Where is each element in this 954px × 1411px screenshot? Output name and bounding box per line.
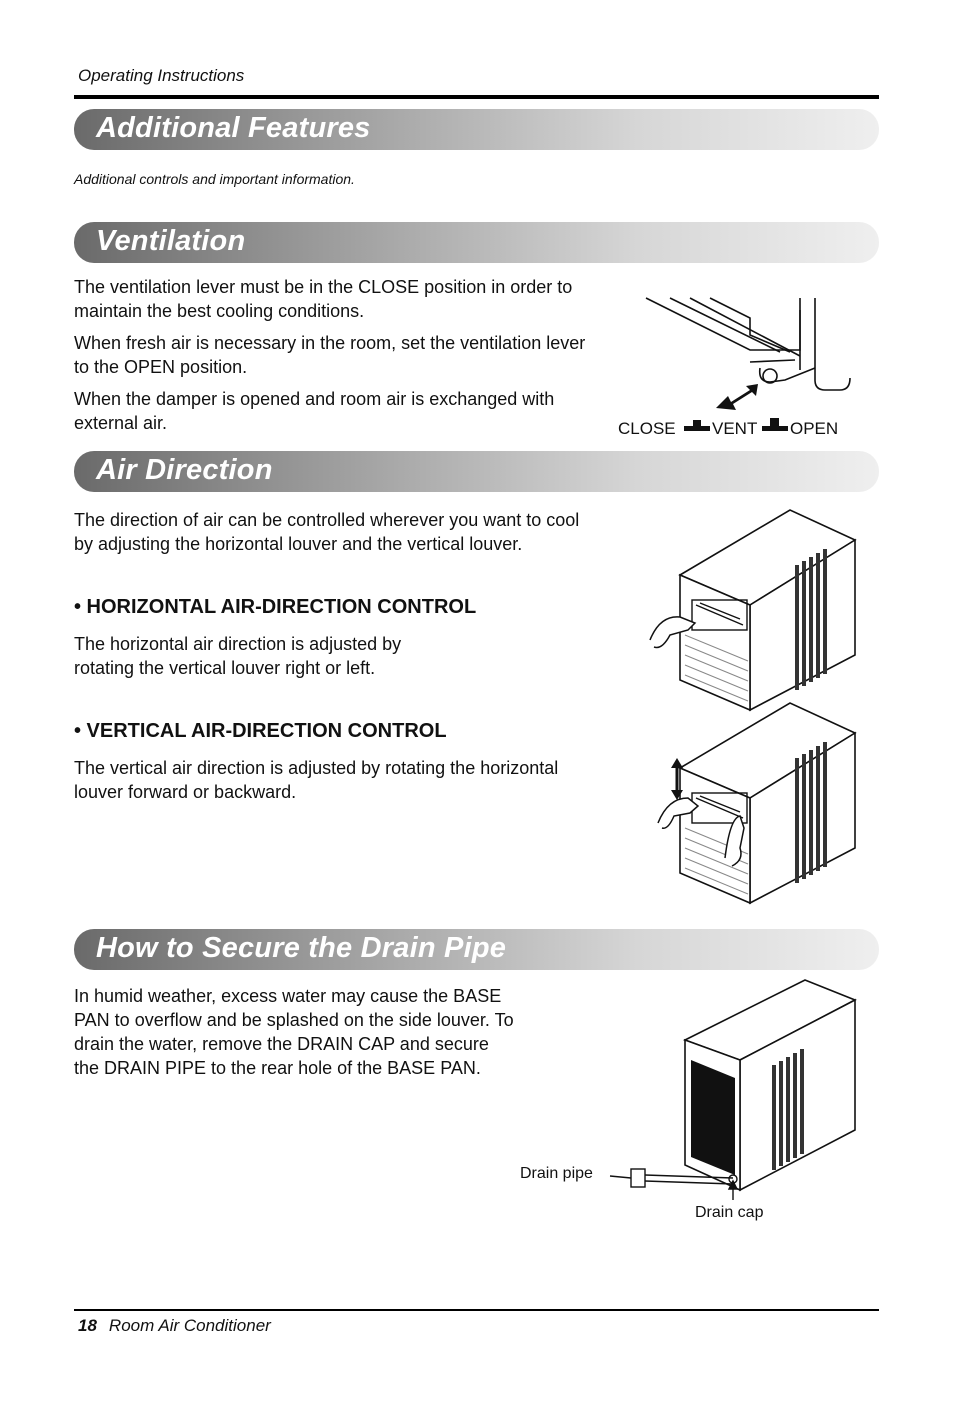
lever-close-icon: [684, 420, 710, 431]
vertical-control-heading: • VERTICAL AIR-DIRECTION CONTROL: [74, 720, 447, 742]
drain-title: How to Secure the Drain Pipe: [96, 932, 507, 964]
vertical-control-text: The vertical air direction is adjusted by rotating the horizontal louver forward or backward.: [74, 758, 559, 802]
page-title: Additional Features: [96, 112, 371, 144]
drain-cap-label: Drain cap: [695, 1204, 764, 1221]
drain-banner: [74, 929, 879, 970]
drain-text: In humid weather, excess water may cause the BASE PAN to overflow and be splashed on the side louver. To drain the water, remove the DRAIN CAP and secure the DRAIN PIPE to the rear hole of the BASE PAN.: [74, 986, 514, 1078]
air-direction-title: Air Direction: [96, 454, 273, 486]
vertical-control-figure: [640, 698, 865, 908]
lever-open-label: OPEN: [790, 419, 839, 438]
drain-pipe-label: Drain pipe: [520, 1165, 593, 1182]
footer-title: Room Air Conditioner: [108, 1316, 271, 1335]
lever-open-icon: [762, 418, 788, 431]
ventilation-paragraph: When the damper is opened and room air is exchanged with external air.: [74, 389, 555, 433]
page-subtitle: Additional controls and important information.: [74, 171, 355, 187]
header-rule: [74, 95, 879, 99]
horizontal-control-heading: • HORIZONTAL AIR-DIRECTION CONTROL: [74, 596, 477, 618]
ventilation-title: Ventilation: [96, 225, 246, 257]
footer: [78, 1316, 271, 1336]
air-direction-banner: [74, 451, 879, 492]
horizontal-control-figure: [640, 505, 865, 715]
drain-figure: [515, 975, 865, 1225]
lever-close-label: CLOSE: [618, 419, 676, 438]
air-direction-intro: The direction of air can be controlled wherever you want to cool by adjusting the horizontal louver and the vertical louver.: [74, 510, 580, 554]
footer-rule: [74, 1309, 879, 1311]
ventilation-paragraph: When fresh air is necessary in the room, set the ventilation lever to the OPEN position.: [74, 333, 586, 377]
ventilation-banner: [74, 222, 879, 263]
page-title-banner: [74, 109, 879, 150]
horizontal-control-text: The horizontal air direction is adjusted by rotating the vertical louver right or left.: [74, 634, 402, 678]
running-header: Operating Instructions: [78, 66, 245, 85]
ventilation-lever-figure: [610, 290, 870, 450]
page-number: 18: [78, 1316, 97, 1335]
ventilation-paragraph: The ventilation lever must be in the CLOSE position in order to maintain the best cooling conditions.: [74, 277, 573, 321]
ventilation-text: [74, 275, 594, 435]
lever-vent-label: VENT: [712, 419, 758, 438]
